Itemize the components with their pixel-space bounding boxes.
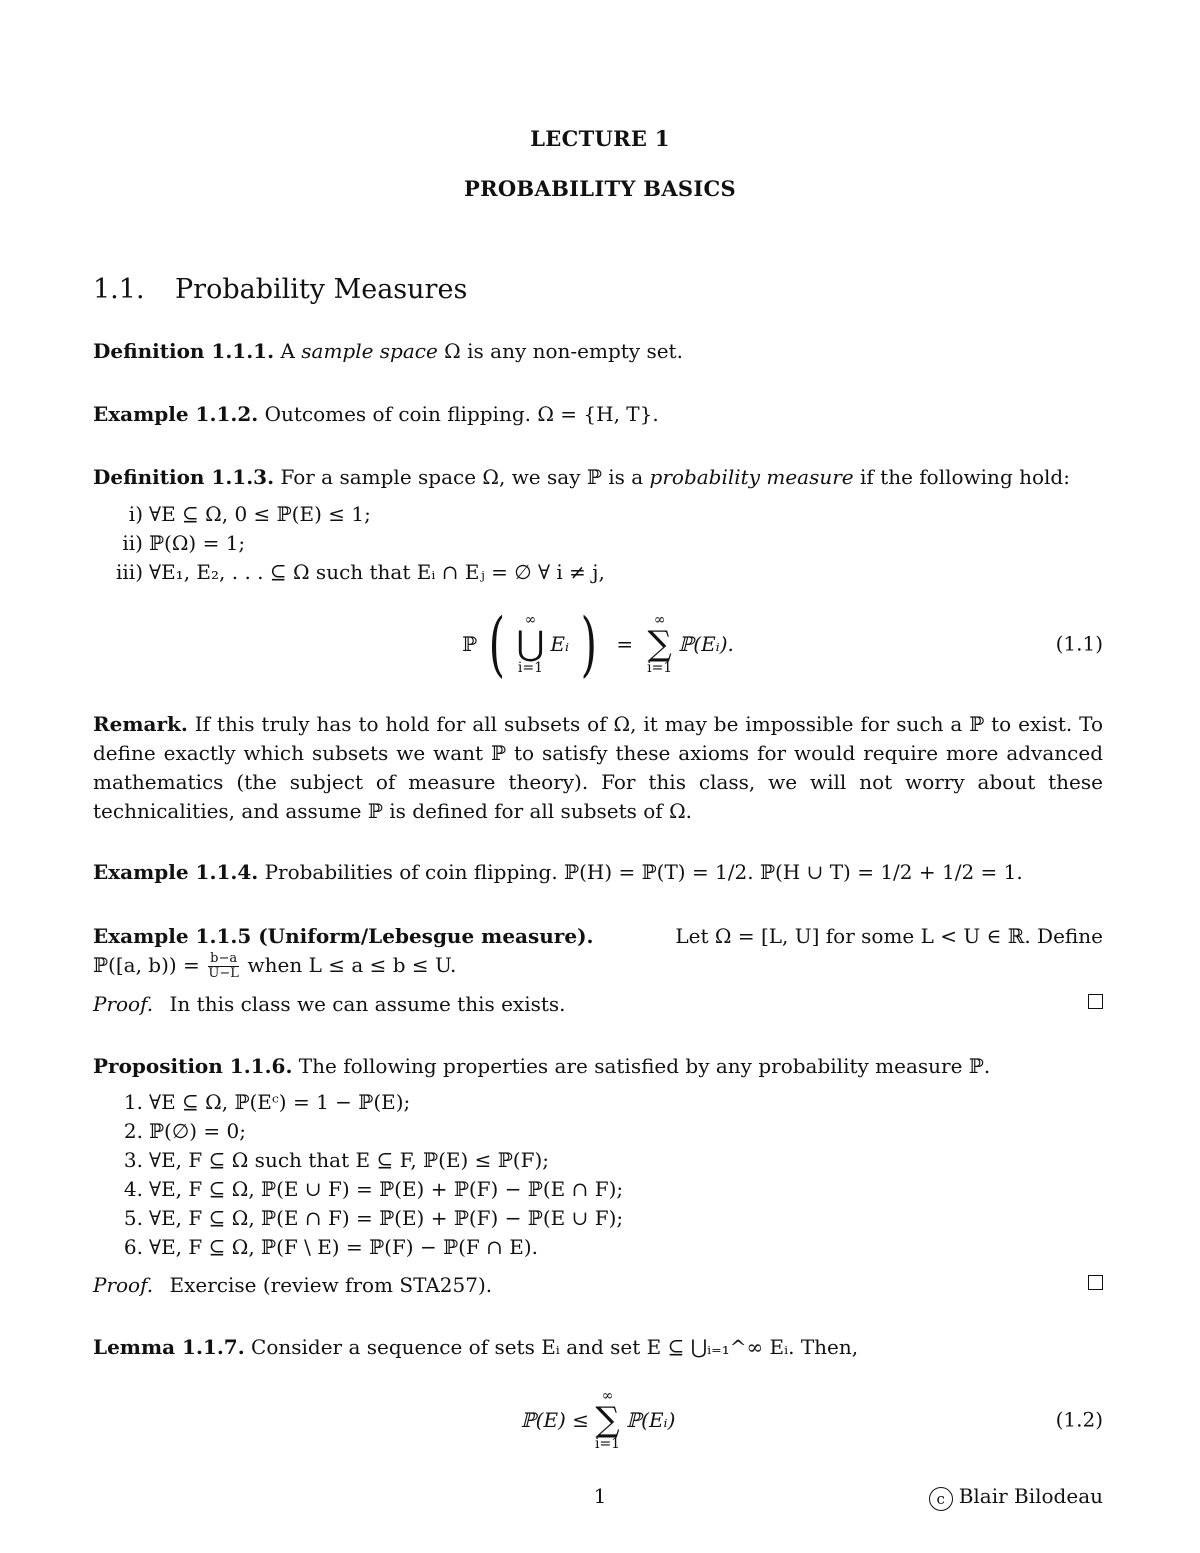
axiom-list <box>93 500 1103 587</box>
proposition-label: Proposition 1.1.6. <box>93 1054 293 1078</box>
definition-post: if the following hold: <box>853 465 1070 489</box>
definition-term: sample space <box>301 339 438 363</box>
example-1-1-4 <box>93 858 1103 887</box>
section-title: Probability Measures <box>175 274 468 305</box>
proof-text: Exercise (review from STA257). <box>169 1273 493 1297</box>
definition-post: Ω is any non-empty set. <box>437 339 683 363</box>
example-label: Example 1.1.2. <box>93 402 259 426</box>
proof-label: Proof. <box>93 1273 154 1297</box>
lecture-heading: LECTURE 1 <box>530 126 670 151</box>
definition-pre: A <box>280 339 302 363</box>
proof-label: Proof. <box>93 992 154 1016</box>
remark <box>93 710 1103 826</box>
remark-text: If this truly has to hold for all subsets of Ω, it may be impossible for such a ℙ to exist. To define exactly which subsets we want ℙ to satisfy these axioms for would require more advanced mathematics (the subject of measure theory). For this class, we will not worry about these technicalities, and assume ℙ is defined for all subsets of Ω. <box>93 712 1103 823</box>
equation-body: ℙ(E) ≤ ∞ ∑ i=1 ℙ(Eᵢ) <box>520 1388 676 1452</box>
definition-1-1-1 <box>93 337 1103 366</box>
list-item: 4. ∀E, F ⊆ Ω, ℙ(E ∪ F) = ℙ(E) + ℙ(F) − ℙ(E ∩ F); <box>123 1177 624 1201</box>
example-label: Example 1.1.5 (Uniform/Lebesgue measure). <box>93 924 594 948</box>
copyright-notice <box>929 1482 1103 1511</box>
property-list <box>93 1088 1103 1262</box>
example-text: Outcomes of coin flipping. Ω = {H, T}. <box>264 402 659 426</box>
proof-text: In this class we can assume this exists. <box>169 992 566 1016</box>
remark-label: Remark. <box>93 712 188 736</box>
proposition-text: The following properties are satisfied by any probability measure ℙ. <box>298 1054 991 1078</box>
list-item: 1. ∀E ⊆ Ω, ℙ(Eᶜ) = 1 − ℙ(E); <box>123 1090 411 1114</box>
definition-label: Definition 1.1.1. <box>93 339 275 363</box>
definition-label: Definition 1.1.3. <box>93 465 275 489</box>
sum-operator: ∞ ∑ i=1 <box>594 1388 621 1452</box>
equation-1-1 <box>93 604 1103 684</box>
equation-1-2 <box>93 1380 1103 1460</box>
list-item: 5. ∀E, F ⊆ Ω, ℙ(E ∩ F) = ℙ(E) + ℙ(F) − ℙ(E ∪ F); <box>123 1206 624 1230</box>
example-label: Example 1.1.4. <box>93 860 259 884</box>
list-item: 6. ∀E, F ⊆ Ω, ℙ(F \ E) = ℙ(F) − ℙ(F ∩ E). <box>123 1235 539 1259</box>
sum-operator: ∞ ∑ i=1 <box>647 612 673 676</box>
list-item: ii) ℙ(Ω) = 1; <box>122 531 246 555</box>
lemma-text: Consider a sequence of sets Eᵢ and set E ⊆ ⋃ᵢ₌₁^∞ Eᵢ. Then, <box>251 1335 859 1359</box>
definition-pre: For a sample space Ω, we say ℙ is a <box>280 465 650 489</box>
example-1-1-5: Example 1.1.5 (Uniform/Lebesgue measure). Let Ω = [L, U] for some L < U ∈ ℝ. Define ℙ([a, b)) = $\frac{b-a}{U-L}$ when L ≤ a ≤ b ≤ U. <box>93 924 1103 981</box>
equation-number: (1.1) <box>1055 631 1103 656</box>
qed-square-icon <box>1088 1275 1103 1290</box>
list-item: 2. ℙ(∅) = 0; <box>123 1119 247 1143</box>
definition-1-1-3 <box>93 463 1103 492</box>
equation-number: (1.2) <box>1055 1407 1103 1432</box>
example-text: Probabilities of coin flipping. ℙ(H) = ℙ(T) = 1/2. ℙ(H ∪ T) = 1/2 + 1/2 = 1. <box>264 860 1023 884</box>
fraction: $\frac{b-a}{U-L}$ <box>208 951 239 981</box>
section-heading <box>93 270 467 309</box>
list-item: iii) ∀E₁, E₂, . . . ⊆ Ω such that Eᵢ ∩ Eⱼ = ∅ ∀ i ≠ j, <box>116 560 605 584</box>
page-number: 1 <box>593 1484 607 1508</box>
union-operator: ∞ ⋃ i=1 <box>516 612 545 676</box>
lemma-1-1-7 <box>93 1333 1103 1362</box>
example-1-1-2 <box>93 400 1103 429</box>
example-text-line1: Let Ω = [L, U] for some L < U ∈ ℝ. Define <box>675 924 1103 948</box>
lecture-subtitle: PROBABILITY BASICS <box>464 176 736 201</box>
proposition-1-1-6 <box>93 1052 1103 1081</box>
author-name: Blair Bilodeau <box>958 1484 1103 1508</box>
equation-body: ℙ ( ∞ ⋃ i=1 Eᵢ ) = ∞ ∑ i=1 ℙ(Eᵢ). <box>462 603 734 685</box>
proof-1 <box>93 990 1103 1019</box>
proof-2 <box>93 1271 1103 1300</box>
copyright-icon: c <box>929 1487 953 1511</box>
list-item: i) ∀E ⊆ Ω, 0 ≤ ℙ(E) ≤ 1; <box>128 502 371 526</box>
section-number: 1.1. <box>93 274 145 305</box>
list-item: 3. ∀E, F ⊆ Ω such that E ⊆ F, ℙ(E) ≤ ℙ(F); <box>123 1148 550 1172</box>
definition-term: probability measure <box>649 465 854 489</box>
lemma-label: Lemma 1.1.7. <box>93 1335 245 1359</box>
qed-square-icon <box>1088 994 1103 1009</box>
